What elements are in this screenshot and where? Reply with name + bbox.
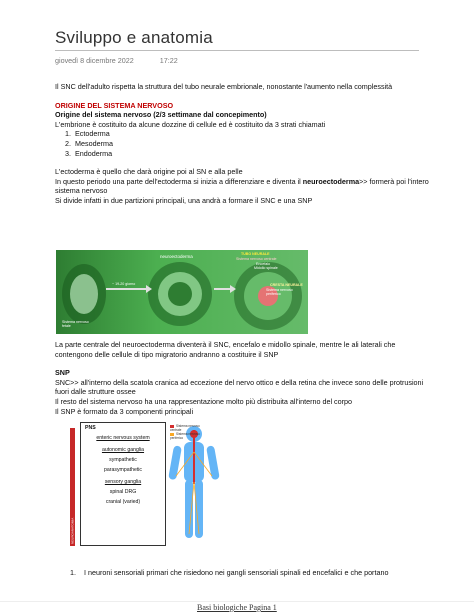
snp-paragraph-1: SNC>> all'interno della scatola cranica ad eccezione del nervo ottico e della retina che invece sono delle protrusioni fuori dalle strutture ossee	[55, 377, 424, 397]
label-encefalo: Encefalo	[256, 262, 270, 266]
label-snp: Sistema nervoso periferico	[266, 288, 293, 296]
snp-heading: SNP	[55, 368, 70, 378]
snp-paragraph-2: Il resto del sistema nervoso ha una rappresentazione molto più distribuita all'interno del corpo	[55, 396, 353, 406]
label-snc: Sistema nervoso centrale	[236, 257, 277, 261]
neuro-text-before: In questo periodo una parte dell'ectoderma si inizia a differenziare e diventa il	[55, 176, 303, 186]
footer-divider	[0, 601, 474, 602]
section-subheading: Origine del sistema nervoso (2/3 settimane dal concepimento)	[55, 110, 267, 120]
strata-item: 2. Mesoderma	[73, 139, 433, 149]
title-divider	[55, 50, 419, 51]
neuro-text-after: >> formerà poi l'intero sistema nervoso	[55, 176, 429, 196]
strata-list	[55, 129, 433, 158]
neuroectoderm-term: neuroectoderma	[302, 176, 360, 186]
pns-line: cranial (varied)	[105, 499, 141, 505]
page-title: Sviluppo e anatomia	[55, 28, 213, 47]
embryo-paragraph: L'embrione è costituito da alcune dozzine di cellule ed è costituito da 3 strati chiamati	[55, 119, 326, 129]
legend-item	[170, 432, 210, 440]
side-label: NEUROANATOMIA	[70, 517, 75, 544]
snp-component-list	[70, 568, 440, 577]
label-cresta: CRESTA NEURALE	[270, 283, 303, 287]
pns-line: spinal DRG	[109, 489, 137, 495]
pns-line: sensory ganglia	[104, 479, 142, 485]
pns-line: enteric nervous system	[96, 435, 150, 441]
pns-head: PNS	[85, 425, 96, 431]
ectoderm-paragraph: L'ectoderma è quello che darà origine poi al SN e alla pelle	[55, 167, 243, 177]
snp-paragraph-3: Il SNP è formato da 3 componenti principali	[55, 406, 194, 416]
legend-label: Sistema nervoso centrale	[170, 424, 200, 432]
note-body[interactable]	[55, 82, 433, 206]
page-footer: Basi biologiche Pagina 1	[197, 603, 277, 612]
figure-side-bar	[70, 428, 75, 546]
pns-line: sympathetic	[109, 457, 137, 463]
neuroectoderm-paragraph	[55, 177, 433, 196]
human-body-illustration	[162, 422, 232, 550]
page-time: 17:22	[159, 56, 178, 65]
pns-components-box	[80, 422, 166, 546]
note-body-2[interactable]	[55, 340, 433, 416]
pns-line: autonomic ganglia	[101, 447, 145, 453]
legend-label: Sistema nervoso periferico	[170, 432, 200, 440]
pns-figure	[66, 420, 232, 552]
list-number: 1.	[70, 568, 76, 577]
page-meta	[55, 56, 178, 65]
divide-paragraph: Si divide infatti in due partizioni principali, una andrà a formare il SNC e una SNP	[55, 195, 313, 205]
label-days: ~ 19-20 giorno	[112, 282, 136, 286]
label-plate: Sistema nervoso fetale	[62, 320, 89, 328]
label-tubo: TUBO NEURALE	[241, 252, 270, 256]
section-heading: ORIGINE DEL SISTEMA NERVOSO	[55, 100, 174, 110]
neural-tube-figure	[56, 250, 308, 334]
pns-line: parasympathetic	[103, 467, 143, 473]
label-neuroectoderma: neuroectoderma	[160, 254, 193, 259]
list-item-text: I neuroni sensoriali primari che risiedono nei gangli sensoriali spinali ed encefalici e che portano	[84, 568, 389, 577]
page-date: giovedì 8 dicembre 2022	[55, 56, 134, 65]
label-midollo: Midollo spinale	[254, 266, 278, 270]
after-figure-paragraph: La parte centrale del neuroectoderma diventerà il SNC, encefalo e midollo spinale, mentre le ali laterali che contengono delle cellule di tipo migratorio andranno a costituire il SNP	[55, 340, 396, 359]
strata-item: 1. Ectoderma	[73, 129, 433, 139]
legend-item	[170, 424, 210, 432]
strata-item: 3. Endoderma	[73, 149, 433, 159]
intro-paragraph: Il SNC dell'adulto rispetta la struttura del tubo neurale embrionale, nonostante l'aumento nella complessità	[55, 82, 393, 91]
figure-legend	[170, 424, 210, 440]
